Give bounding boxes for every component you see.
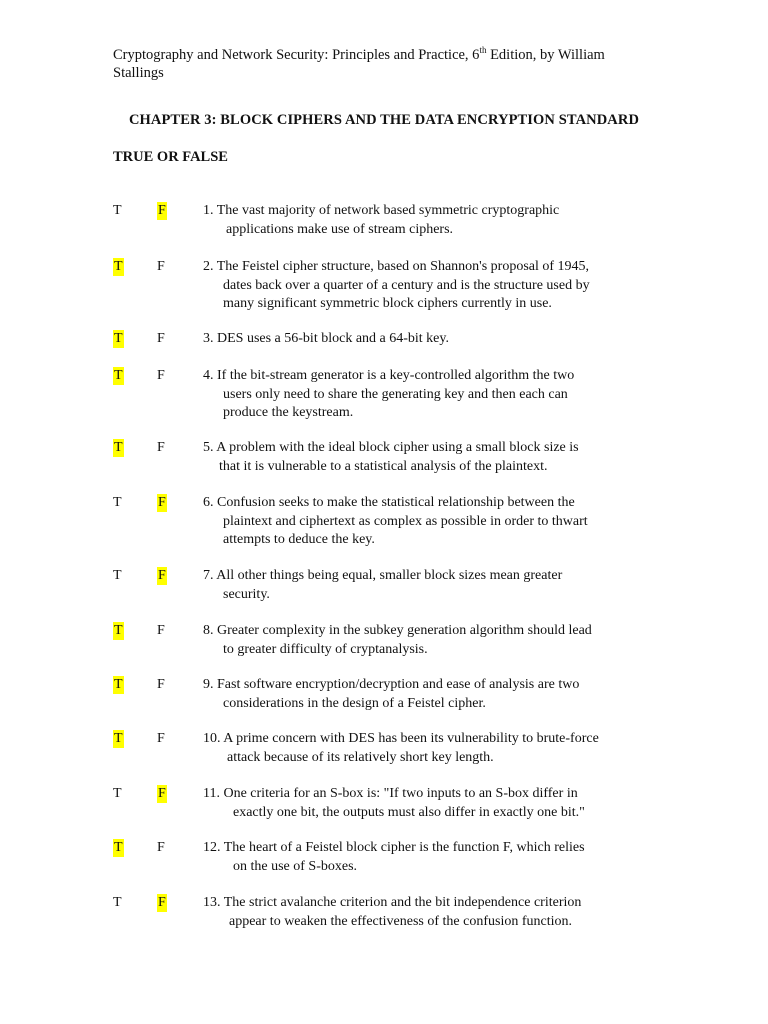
false-option: F <box>157 368 165 383</box>
question-text <box>203 494 673 550</box>
false-option: F <box>158 786 166 801</box>
citation-line-1: Cryptography and Network Security: Principles and Practice, 6th Edition, by William <box>113 45 605 63</box>
question-number: 9. <box>203 677 214 692</box>
question-line: attempts to deduce the key. <box>223 532 375 547</box>
question-text <box>203 567 673 604</box>
question-number: 10. <box>203 731 221 746</box>
question-first-line <box>203 202 673 221</box>
question-line: DES uses a 56-bit block and a 64-bit key. <box>217 331 449 346</box>
question-line: Fast software encryption/decryption and ease of analysis are two <box>217 677 580 692</box>
question-number: 1. <box>203 203 214 218</box>
question-line: produce the keystream. <box>223 405 354 420</box>
question-number: 6. <box>203 495 214 510</box>
question-text <box>203 622 673 659</box>
question-number: 3. <box>203 331 214 346</box>
question-number: 11. <box>203 786 220 801</box>
question-line: One criteria for an S-box is: "If two inputs to an S-box differ in <box>223 786 578 801</box>
question-first-line <box>203 330 673 349</box>
question-first-line <box>203 367 673 386</box>
citation-line-2: Stallings <box>113 65 164 81</box>
book-citation <box>113 46 673 82</box>
question-text <box>203 785 673 822</box>
question-line: A prime concern with DES has been its vulnerability to brute-force <box>223 731 599 746</box>
true-option: T <box>113 495 122 510</box>
question-number: 7. <box>203 568 214 583</box>
true-option: T <box>114 368 123 383</box>
false-option: F <box>157 440 165 455</box>
question-line: attack because of its relatively short key length. <box>227 749 494 765</box>
question-first-line <box>203 730 673 749</box>
question-first-line <box>203 567 673 586</box>
true-option: T <box>114 331 123 346</box>
question-first-line <box>203 494 673 513</box>
false-option: F <box>158 895 166 910</box>
question-number: 5. <box>203 440 214 455</box>
question-text <box>203 894 673 931</box>
question-text <box>203 839 673 876</box>
question-first-line <box>203 258 673 277</box>
false-option: F <box>157 623 165 638</box>
question-line: If the bit-stream generator is a key-controlled algorithm the two <box>217 368 575 383</box>
false-option: F <box>157 731 165 746</box>
true-option: T <box>114 677 123 692</box>
true-option: T <box>113 786 122 801</box>
chapter-title: CHAPTER 3: BLOCK CIPHERS AND THE DATA ENCRYPTION STANDARD <box>128 112 640 128</box>
question-text <box>203 202 673 239</box>
question-number: 4. <box>203 368 214 383</box>
question-line: All other things being equal, smaller block sizes mean greater <box>216 568 563 583</box>
question-line: Confusion seeks to make the statistical relationship between the <box>217 495 575 510</box>
true-option: T <box>114 731 123 746</box>
question-first-line <box>203 622 673 641</box>
question-line: The strict avalanche criterion and the bit independence criterion <box>223 895 582 910</box>
question-line: The heart of a Feistel block cipher is the function F, which relies <box>223 840 585 855</box>
question-line: users only need to share the generating key and then each can <box>223 386 568 402</box>
question-line: that it is vulnerable to a statistical analysis of the plaintext. <box>219 458 548 474</box>
false-option: F <box>157 677 165 692</box>
question-text <box>203 367 673 423</box>
question-first-line <box>203 676 673 695</box>
false-option: F <box>157 259 165 274</box>
question-text <box>203 439 673 476</box>
question-line: The Feistel cipher structure, based on Shannon's proposal of 1945, <box>216 259 590 274</box>
false-option: F <box>158 568 166 583</box>
question-first-line <box>203 785 673 804</box>
false-option: F <box>158 203 166 218</box>
question-line: exactly one bit, the outputs must also differ in exactly one bit." <box>233 804 585 820</box>
question-line: to greater difficulty of cryptanalysis. <box>223 641 428 657</box>
question-text <box>203 676 673 713</box>
question-line: applications make use of stream ciphers. <box>226 221 454 237</box>
true-option: T <box>114 623 123 638</box>
true-option: T <box>113 568 122 583</box>
question-line: on the use of S-boxes. <box>233 858 358 874</box>
question-number: 2. <box>203 259 214 274</box>
question-text <box>203 258 673 314</box>
question-text <box>203 730 673 767</box>
true-option: T <box>114 840 123 855</box>
true-option: T <box>113 203 122 218</box>
true-option: T <box>114 259 123 274</box>
true-option: T <box>113 895 122 910</box>
question-line: dates back over a quarter of a century and is the structure used by <box>223 277 590 293</box>
true-option: T <box>114 440 123 455</box>
question-number: 13. <box>203 895 221 910</box>
question-number: 8. <box>203 623 214 638</box>
question-number: 12. <box>203 840 221 855</box>
question-line: security. <box>223 586 270 602</box>
false-option: F <box>157 331 165 346</box>
question-line: considerations in the design of a Feistel cipher. <box>223 695 486 711</box>
question-line: plaintext and ciphertext as complex as possible in order to thwart <box>223 513 588 529</box>
question-line: appear to weaken the effectiveness of the confusion function. <box>229 913 572 929</box>
false-option: F <box>158 495 166 510</box>
question-first-line <box>203 894 673 913</box>
false-option: F <box>157 840 165 855</box>
question-line: many significant symmetric block ciphers currently in use. <box>223 296 552 311</box>
section-title: TRUE OR FALSE <box>113 149 228 165</box>
question-line: The vast majority of network based symmetric cryptographic <box>216 203 560 218</box>
question-line: Greater complexity in the subkey generation algorithm should lead <box>217 623 592 638</box>
question-text <box>203 330 673 349</box>
question-line: A problem with the ideal block cipher using a small block size is <box>216 440 579 455</box>
question-first-line <box>203 439 673 458</box>
question-first-line <box>203 839 673 858</box>
